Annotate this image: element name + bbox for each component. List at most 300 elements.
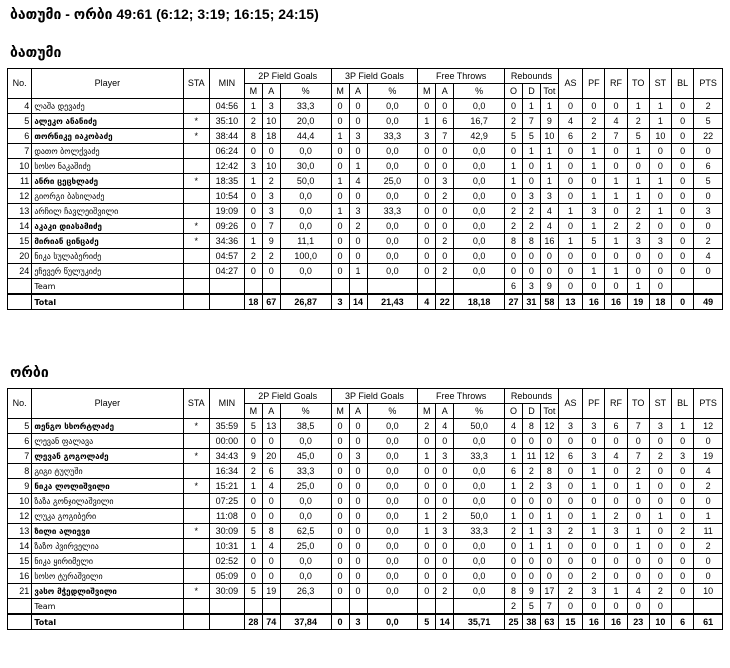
stat-cell: 1 [522,99,540,114]
stat-cell: 20 [8,249,32,264]
stat-cell: 0 [694,554,723,569]
stat-cell: 2 [522,464,540,479]
stat-cell: 0 [672,479,694,494]
stat-cell: 0,0 [367,449,418,464]
stat-cell: 0 [694,219,723,234]
player-name: ლევან ფალავა [32,434,183,449]
stat-cell: 4 [694,464,723,479]
stat-cell: 35:10 [209,114,244,129]
stat-cell: 0,0 [367,189,418,204]
stat-cell: * [183,234,209,249]
stat-cell: 0 [418,464,436,479]
stat-cell: 0 [349,509,367,524]
stat-cell: 16,7 [454,114,505,129]
stat-cell: 1 [605,174,627,189]
col-header-no: No. [8,69,32,99]
box-score-table-away [7,388,723,630]
stat-cell: 0,0 [367,584,418,599]
stat-cell: 04:57 [209,249,244,264]
stat-cell: 0 [605,554,627,569]
stat-cell: 2 [436,584,454,599]
stat-cell: 0 [605,539,627,554]
stat-cell: 0 [349,189,367,204]
stat-cell: 2 [349,219,367,234]
stat-cell: 33,3 [367,204,418,219]
total-min-cell [209,614,244,630]
stat-cell: * [183,524,209,539]
player-name: აკაკი დიასამიძე [32,219,183,234]
stat-cell: 1 [540,509,558,524]
stat-cell: 5 [8,114,32,129]
stat-cell: 3 [262,189,280,204]
stat-cell: 0 [627,494,649,509]
stat-cell: 50,0 [454,419,505,434]
stat-cell: 5 [244,584,262,599]
stat-cell: 8 [244,129,262,144]
stat-cell: 0,0 [454,174,505,189]
total-sta-cell [183,294,209,310]
total-sta-cell [183,614,209,630]
stat-cell: 1 [349,264,367,279]
stat-cell: 0 [672,159,694,174]
stat-cell [262,599,280,615]
stat-cell: 0 [331,584,349,599]
stat-cell: 19:09 [209,204,244,219]
stat-cell [183,264,209,279]
stat-cell: 0 [418,494,436,509]
stat-cell: 0 [504,249,522,264]
stat-cell: 1 [605,189,627,204]
stat-cell: 0 [627,434,649,449]
stat-cell [694,599,723,615]
stat-cell: 4 [605,114,627,129]
stat-cell: 0,0 [280,219,331,234]
col-header-fg2: 2P Field Goals [244,69,331,84]
player-name: თენგო სხორტლაძე [32,419,183,434]
stat-cell: 0 [418,189,436,204]
stat-cell: 35:59 [209,419,244,434]
stat-cell: 0 [331,189,349,204]
stat-cell: 0 [649,189,671,204]
stat-cell: 33,3 [454,449,505,464]
col-header-sta: STA [183,69,209,99]
stat-cell: 1 [244,234,262,249]
col-header-pf: PF [583,389,605,419]
stat-cell: * [183,479,209,494]
stat-cell: 0,0 [454,249,505,264]
stat-cell: 0,0 [454,479,505,494]
stat-cell: 2 [504,524,522,539]
col-header-as: AS [558,389,582,419]
stat-cell: 30,0 [280,159,331,174]
stat-cell: 0 [605,144,627,159]
stat-cell: 2 [262,249,280,264]
stat-cell: 5 [522,599,540,615]
stat-cell: 0 [436,99,454,114]
stat-cell: 10:54 [209,189,244,204]
total-stat-cell: 6 [672,614,694,630]
stat-cell: 0 [672,494,694,509]
stat-cell: 0 [262,144,280,159]
stat-cell: 0 [504,434,522,449]
team-name-away: ორბი [10,364,49,380]
stat-cell: 0 [649,554,671,569]
col-subheader-a: A [262,404,280,419]
stat-cell [280,279,331,295]
stat-cell: 1 [418,449,436,464]
stat-cell: 24 [8,264,32,279]
stat-cell: 1 [605,234,627,249]
stat-cell: 8 [504,584,522,599]
stat-cell: 4 [605,449,627,464]
stat-cell: 0 [605,464,627,479]
total-stat-cell: 14 [349,294,367,310]
stat-cell [454,279,505,295]
stat-cell [183,249,209,264]
stat-cell: 0 [649,159,671,174]
stat-cell: 25,0 [280,539,331,554]
stat-cell: 30:09 [209,584,244,599]
total-stat-cell: 25 [504,614,522,630]
table-row [8,539,723,554]
player-name: ნიკა ლოლიშვილი [32,479,183,494]
total-stat-cell: 63 [540,614,558,630]
stat-cell: 1 [694,509,723,524]
table-row [8,449,723,464]
stat-cell: 0 [418,99,436,114]
table-row [8,524,723,539]
stat-cell: 62,5 [280,524,331,539]
stat-cell: 1 [331,129,349,144]
stat-cell: * [183,129,209,144]
stat-cell: 1 [583,159,605,174]
stat-cell: 0 [627,264,649,279]
stat-cell: 0,0 [367,249,418,264]
stat-cell: 18 [262,129,280,144]
stat-cell: 1 [649,174,671,189]
stat-cell: 1 [540,174,558,189]
stat-cell: 16 [8,569,32,584]
stat-cell: 1 [627,99,649,114]
stat-cell: 0 [649,279,671,295]
stat-cell: 0 [349,539,367,554]
total-stat-cell: 0 [672,294,694,310]
stat-cell: 0,0 [280,144,331,159]
stat-cell: 2 [627,114,649,129]
stat-cell: 0 [583,494,605,509]
stat-cell: 0 [262,509,280,524]
stat-cell: 3 [540,189,558,204]
stat-cell: 7 [540,599,558,615]
stat-cell: 3 [694,204,723,219]
stat-cell: 0 [672,554,694,569]
stat-cell: 0 [558,434,582,449]
stat-cell: 7 [8,449,32,464]
player-name: Team [32,279,183,295]
stat-cell: 0 [649,569,671,584]
stat-cell: 0 [418,159,436,174]
stat-cell: 0 [540,554,558,569]
stat-cell: 0 [649,494,671,509]
stat-cell: 0 [672,509,694,524]
stat-cell [209,599,244,615]
stat-cell: * [183,584,209,599]
stat-cell: 7 [627,419,649,434]
stat-cell [183,99,209,114]
col-header-player: Player [32,69,183,99]
player-name: ზაზა გონჯილაშვილი [32,494,183,509]
stat-cell: 0 [694,264,723,279]
stat-cell: 02:52 [209,554,244,569]
stat-cell: 0 [672,234,694,249]
col-subheader-pct: % [280,404,331,419]
stat-cell: 1 [583,464,605,479]
stat-cell: 3 [540,524,558,539]
stat-cell: 0 [436,569,454,584]
stat-cell: 0 [504,144,522,159]
stat-cell: 0 [331,449,349,464]
player-name: ვასო მჭედლიშვილი [32,584,183,599]
stat-cell: 6 [504,279,522,295]
stat-cell: 0 [558,99,582,114]
stat-cell: 0 [436,464,454,479]
col-header-st: ST [649,69,671,99]
player-name: ლაშა დევაძე [32,99,183,114]
stat-cell: 1 [418,524,436,539]
stat-cell: 2 [522,204,540,219]
player-name: ეჩევერ წულუკიძე [32,264,183,279]
stat-cell: 26,3 [280,584,331,599]
stat-cell: 16:34 [209,464,244,479]
total-stat-cell: 15 [558,614,582,630]
stat-cell: 0 [558,509,582,524]
stat-cell: 0 [418,554,436,569]
stat-cell: 2 [244,114,262,129]
stat-cell: 0 [672,569,694,584]
stat-cell: 0 [418,219,436,234]
stat-cell [183,434,209,449]
table-row [8,234,723,249]
stat-cell: 2 [436,264,454,279]
table-row [8,189,723,204]
total-stat-cell: 18 [244,294,262,310]
stat-cell: 1 [627,189,649,204]
stat-cell: 5 [694,174,723,189]
col-subheader-a: A [262,84,280,99]
stat-cell: 3 [262,204,280,219]
stat-cell: 7 [522,114,540,129]
stat-cell: 1 [627,479,649,494]
stat-cell: 0 [627,569,649,584]
total-stat-cell: 23 [627,614,649,630]
total-stat-cell: 18 [649,294,671,310]
stat-cell: 0 [694,189,723,204]
stat-cell [183,144,209,159]
stat-cell: 8 [262,524,280,539]
stat-cell: 10 [649,129,671,144]
col-subheader-m: M [418,404,436,419]
stat-cell: 0 [504,554,522,569]
total-no-cell [8,614,32,630]
stat-cell: 13 [262,419,280,434]
total-stat-cell: 74 [262,614,280,630]
player-name: გიორგი ბასილაძე [32,189,183,204]
stat-cell: 8 [522,234,540,249]
stat-cell: 0 [436,554,454,569]
stat-cell: 2 [558,584,582,599]
stat-cell: 0 [558,599,582,615]
stat-cell: 07:25 [209,494,244,509]
total-stat-cell: 3 [331,294,349,310]
stat-cell: 0,0 [280,554,331,569]
stat-cell: 33,3 [454,524,505,539]
stat-cell: 22 [694,129,723,144]
stat-cell: 1 [583,524,605,539]
stat-cell: 0 [349,464,367,479]
stat-cell: 33,3 [280,99,331,114]
stat-cell: 3 [436,524,454,539]
stat-cell: 3 [583,419,605,434]
stat-cell: 1 [605,264,627,279]
stat-cell: 2 [694,234,723,249]
stat-cell: 0 [331,509,349,524]
stat-cell: 0 [694,434,723,449]
stat-cell: 0 [331,114,349,129]
stat-cell [183,189,209,204]
stat-cell: 0 [262,434,280,449]
stat-cell: 0 [672,99,694,114]
stat-cell: 1 [504,449,522,464]
stat-cell: 1 [627,279,649,295]
stat-cell: 16 [540,234,558,249]
stat-cell: 3 [649,234,671,249]
stat-cell: 10 [694,584,723,599]
stat-cell: 0 [418,174,436,189]
stat-cell: 11 [8,174,32,189]
player-name: ალეკო ანანიძე [32,114,183,129]
stat-cell: 2 [583,129,605,144]
stat-cell: 0 [558,159,582,174]
stat-cell: 4 [504,419,522,434]
stat-cell: 1 [244,99,262,114]
stat-cell: 19 [262,584,280,599]
stat-cell: 2 [649,584,671,599]
stat-cell: 0 [522,159,540,174]
stat-cell: * [183,114,209,129]
stat-cell: 0 [262,264,280,279]
stat-cell: 0 [605,434,627,449]
stat-cell: 0 [605,249,627,264]
stat-cell: 1 [649,204,671,219]
stat-cell [183,279,209,295]
total-stat-cell: 18,18 [454,294,505,310]
stat-cell: 0 [262,494,280,509]
stat-cell: 50,0 [454,509,505,524]
col-subheader-d: D [522,84,540,99]
col-header-st: ST [649,389,671,419]
stat-cell: 0,0 [367,524,418,539]
stat-cell: 6 [8,434,32,449]
stat-cell [418,279,436,295]
stat-cell: 0 [436,219,454,234]
stat-cell: 0 [418,234,436,249]
stat-cell: 4 [436,419,454,434]
stat-cell: 8 [504,234,522,249]
total-stat-cell: 49 [694,294,723,310]
total-stat-cell: 5 [418,614,436,630]
stat-cell: 0 [558,279,582,295]
stat-cell: 13 [8,524,32,539]
stat-cell: 2 [558,524,582,539]
stat-cell: 0 [331,479,349,494]
stat-cell: 1 [583,219,605,234]
stat-cell: 0 [244,554,262,569]
stat-cell: 3 [522,189,540,204]
stat-cell: 11 [694,524,723,539]
col-subheader-d: D [522,404,540,419]
stat-cell: 1 [672,419,694,434]
stat-cell: 2 [504,219,522,234]
stat-cell: 0 [649,539,671,554]
stat-cell: 0 [331,524,349,539]
stat-cell: 6 [8,129,32,144]
stat-cell: 0,0 [367,264,418,279]
stat-cell [367,599,418,615]
stat-cell: 0,0 [454,234,505,249]
col-header-player: Player [32,389,183,419]
stat-cell: 0 [244,569,262,584]
stat-cell: 2 [504,114,522,129]
stat-cell: 2 [694,479,723,494]
stat-cell: 09:26 [209,219,244,234]
stat-cell: 5 [8,419,32,434]
stat-cell: 0,0 [454,584,505,599]
table-row [8,144,723,159]
stat-cell: 1 [540,144,558,159]
total-stat-cell: 16 [583,294,605,310]
stat-cell [349,279,367,295]
stat-cell: 5 [244,419,262,434]
table-row [8,599,723,615]
stat-cell: 10:31 [209,539,244,554]
stat-cell: 4 [627,584,649,599]
stat-cell: 0 [627,509,649,524]
stat-cell: 0,0 [454,464,505,479]
stat-cell: 8 [522,419,540,434]
stat-cell [331,599,349,615]
stat-cell: 0 [331,234,349,249]
stat-cell [244,279,262,295]
stat-cell: 1 [583,509,605,524]
stat-cell: 0 [558,249,582,264]
col-subheader-a: A [349,404,367,419]
team-name-home: ბათუმი [10,44,62,60]
stat-cell: 0,0 [454,264,505,279]
stat-cell: 0,0 [454,99,505,114]
stat-cell: 1 [627,144,649,159]
stat-cell: 0 [349,569,367,584]
col-header-pts: PTS [694,69,723,99]
stat-cell: 0 [436,249,454,264]
stat-cell: 0,0 [367,479,418,494]
stat-cell: 7 [436,129,454,144]
stat-cell: 3 [262,99,280,114]
stat-cell: 0 [605,279,627,295]
stat-cell: 0 [583,434,605,449]
stat-cell: 10 [8,494,32,509]
stat-cell: 9 [262,234,280,249]
col-subheader-pct: % [367,84,418,99]
